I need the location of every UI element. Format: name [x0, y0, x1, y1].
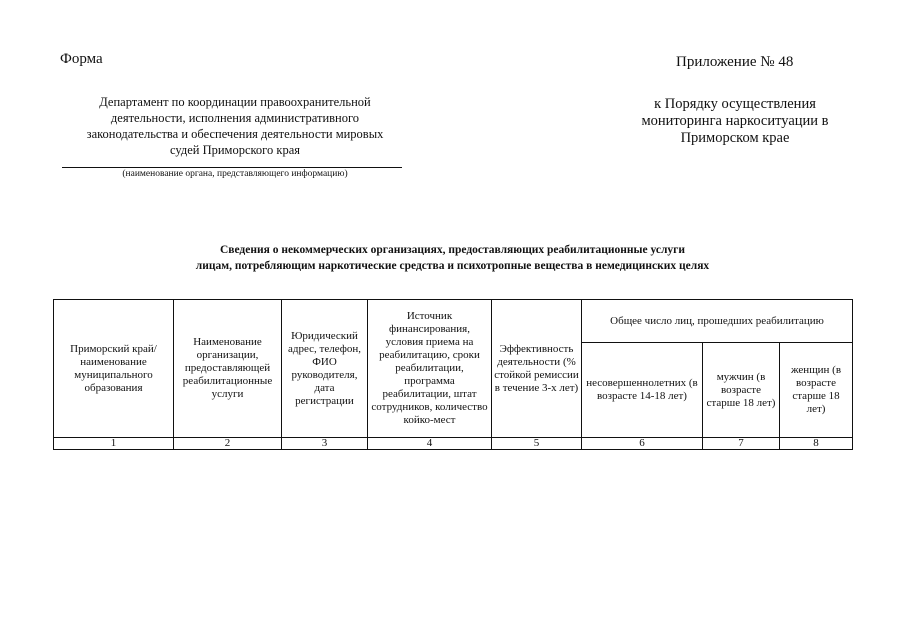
column-number: 1 — [54, 438, 174, 450]
column-number: 5 — [492, 438, 582, 450]
header-minors: несовершеннолетних (в возрасте 14-18 лет) — [582, 343, 703, 438]
column-number: 6 — [582, 438, 703, 450]
column-number: 3 — [282, 438, 368, 450]
header-women: женщин (в возрасте старше 18 лет) — [780, 343, 853, 438]
department-name — [60, 94, 410, 158]
department-line-2: деятельности, исполнения административного — [110, 111, 360, 125]
header-effectiveness: Эффективность деятельности (% стойкой ремиссии в течение 3-х лет) — [492, 300, 582, 438]
header-organization: Наименование организации, предоставляющей реабилитационные услуги — [174, 300, 282, 438]
title-line-2: лицам, потребляющим наркотические средства и психотропные вещества в немедицинских целях — [195, 260, 710, 272]
document-title — [60, 242, 845, 274]
order-line-2: мониторинга наркоситуации в — [641, 113, 829, 129]
column-number: 7 — [703, 438, 780, 450]
department-underline — [62, 167, 402, 168]
order-line-3: Приморском крае — [680, 130, 790, 146]
department-line-3: законодательства и обеспечения деятельности мировых — [86, 127, 384, 141]
column-number: 8 — [780, 438, 853, 450]
title-line-1: Сведения о некоммерческих организациях, предоставляющих реабилитационные услуги — [219, 244, 686, 256]
column-number: 2 — [174, 438, 282, 450]
form-label: Форма — [60, 51, 103, 67]
order-line-1: к Порядку осуществления — [654, 96, 816, 112]
column-number: 4 — [368, 438, 492, 450]
department-caption: (наименование органа, представляющего информацию) — [122, 169, 348, 179]
appendix-label: Приложение № 48 — [676, 54, 794, 70]
header-men: мужчин (в возрасте старше 18 лет) — [703, 343, 780, 438]
header-financing: Источник финансирования, условия приема на реабилитацию, сроки реабилитации, программа реабилитации, штат сотрудников, количество койко-мест — [368, 300, 492, 438]
order-reference — [610, 96, 860, 147]
header-address: Юридический адрес, телефон, ФИО руководителя, дата регистрации — [282, 300, 368, 438]
header-municipality: Приморский край/ наименование муниципального образования — [54, 300, 174, 438]
department-line-1: Департамент по координации правоохранительной — [99, 95, 371, 109]
report-table — [53, 299, 853, 450]
department-line-4: судей Приморского края — [170, 143, 300, 157]
header-total-rehabilitated: Общее число лиц, прошедших реабилитацию — [582, 300, 853, 343]
